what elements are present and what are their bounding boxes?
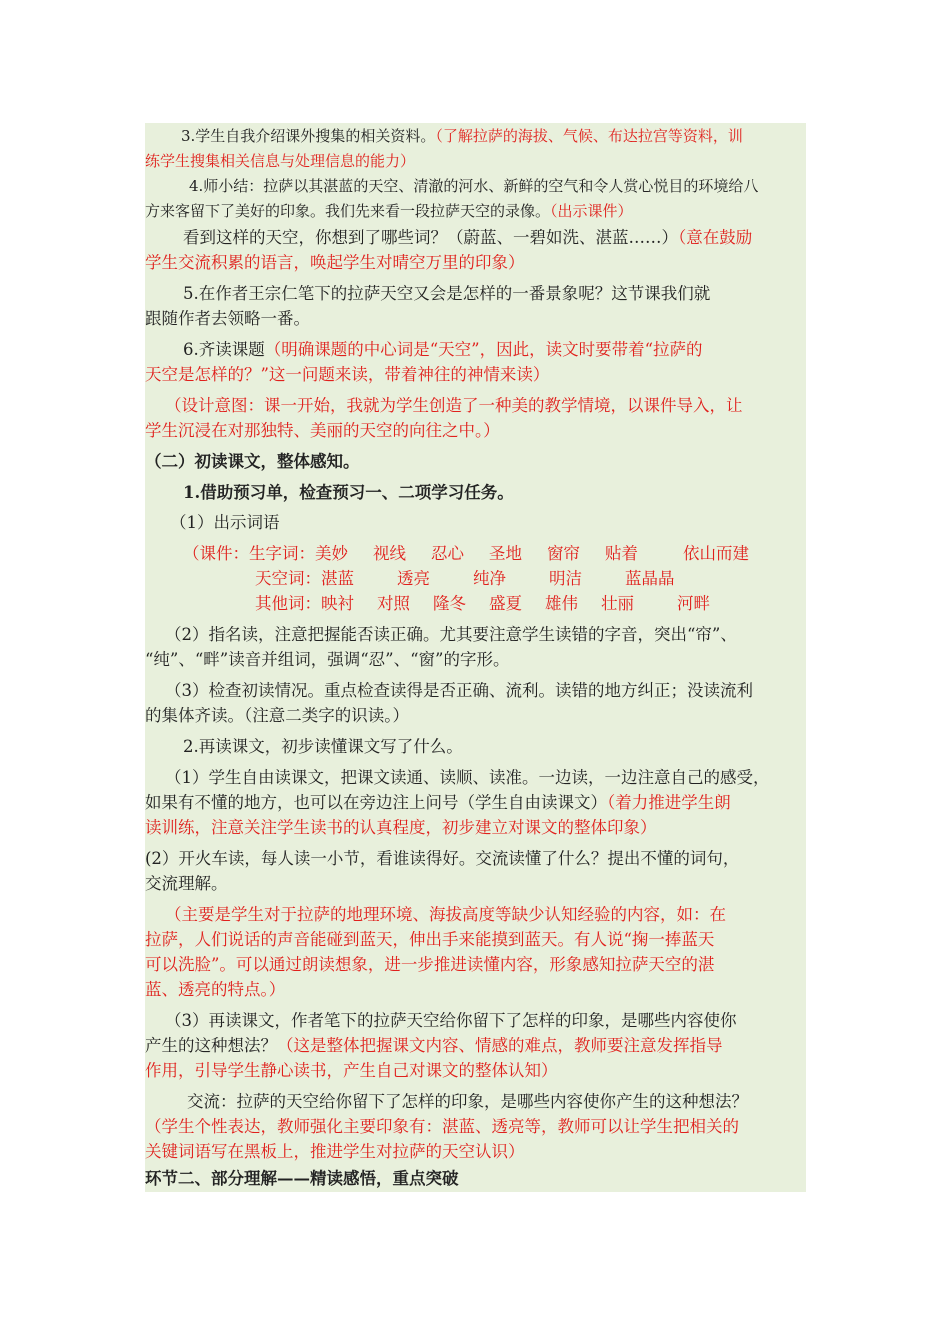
item-6: 6.齐读课题（明确课题的中心词是“天空”，因此，读文时要带着“拉萨的	[183, 340, 703, 359]
item-6-note: 天空是怎样的？”这一问题来读，带着神往的神情来读）	[145, 365, 550, 384]
sub-item-2-line2: “纯”、“畔”读音并组词，强调“忍”、“窗”的字形。	[145, 650, 510, 669]
read-3-line2: 产生的这种想法？（这是整体把握课文内容、情感的难点，教师要注意发挥指导	[145, 1036, 723, 1055]
main-note-line1: （主要是学生对于拉萨的地理环境、海拔高度等缺少认知经验的内容，如：在	[165, 905, 726, 924]
exchange-note-line2: 关键词语写在黑板上，推进学生对拉萨的天空认识）	[145, 1142, 525, 1161]
main-note-line3: 可以洗脸”。可以通过朗读想象，进一步推进读懂内容，形象感知拉萨天空的湛	[145, 955, 715, 974]
sub-item-2-line1: （2）指名读，注意把握能否读正确。尤其要注意学生读错的字音，突出“帘”、	[165, 625, 737, 644]
item-4-line1: 4.师小结：拉萨以其湛蓝的天空、清澈的河水、新鲜的空气和令人赏心悦目的环境给八	[189, 177, 759, 195]
task-1: 1.借助预习单，检查预习一、二项学习任务。	[183, 483, 514, 502]
word: 圣地	[489, 544, 522, 563]
word: 美妙	[315, 544, 348, 563]
word: 湛蓝	[321, 569, 354, 588]
word: 贴着	[605, 544, 638, 563]
word: 雄伟	[545, 594, 578, 613]
sky-note: 学生交流积累的语言，唤起学生对晴空万里的印象）	[145, 253, 525, 272]
read-3-line1: （3）再读课文，作者笔下的拉萨天空给你留下了怎样的印象，是哪些内容使你	[165, 1011, 737, 1030]
word: 对照	[377, 594, 410, 613]
read-1-note: 读训练，注意关注学生读书的认真程度，初步建立对课文的整体印象）	[145, 818, 657, 837]
sub-item-3-line1: （3）检查初读情况。重点检查读得是否正确、流利。读错的地方纠正；没读流利	[165, 681, 753, 700]
word: 蓝晶晶	[625, 569, 675, 588]
word: 透亮	[397, 569, 430, 588]
word-row-2: 天空词：湛蓝 透亮 纯净 明洁 蓝晶晶	[255, 566, 919, 591]
word: 视线	[373, 544, 406, 563]
main-note-line4: 蓝、透亮的特点。）	[145, 980, 286, 999]
read-3-note: 作用，引导学生静心读书，产生自己对课文的整体认知）	[145, 1061, 558, 1080]
note: （了解拉萨的海拔、气候、布达拉宫等资料，训	[435, 127, 743, 145]
word: 盛夏	[489, 594, 522, 613]
word: 忍心	[431, 544, 464, 563]
sky-question: 看到这样的天空，你想到了哪些词？（蔚蓝、一碧如洗、湛蓝……）（意在鼓励	[183, 228, 753, 247]
word: 纯净	[473, 569, 506, 588]
read-1-line2: 如果有不懂的地方，也可以在旁边注上问号（学生自由读课文）（着力推进学生朗	[145, 793, 731, 812]
read-2-line2: 交流理解。	[145, 874, 228, 893]
word: 壮丽	[601, 594, 634, 613]
read-1-line1: （1）学生自由读课文，把课文读通、读顺、读准。一边读，一边注意自己的感受，	[165, 768, 770, 787]
main-note-line2: 拉萨，人们说话的声音能碰到蓝天，伸出手来能摸到蓝天。有人说“掬一捧蓝天	[145, 930, 715, 949]
design-intent-line1: （设计意图：课一开始，我就为学生创造了一种美的教学情境，以课件导入，让	[165, 396, 743, 415]
exchange-line1: 交流：拉萨的天空给你留下了怎样的印象，是哪些内容使你产生的这种想法？	[187, 1092, 748, 1111]
sub-item-1: （1）出示词语	[170, 513, 280, 532]
design-intent-line2: 学生沉浸在对那独特、美丽的天空的向往之中。）	[145, 421, 500, 440]
stage-heading: 环节二、部分理解——精读感悟，重点突破	[145, 1169, 459, 1188]
item-5-line1: 5.在作者王宗仁笔下的拉萨天空又会是怎样的一番景象呢？这节课我们就	[183, 284, 711, 303]
exchange-note-line1: （学生个性表达，教师强化主要印象有：湛蓝、透亮等，教师可以让学生把相关的	[145, 1117, 739, 1136]
word-row-3: 其他词：映衬 对照 隆冬 盛夏 雄伟 壮丽 河畔	[255, 591, 919, 616]
word-row-1: （课件：生字词：美妙 视线 忍心 圣地 窗帘 贴着 依山而建	[183, 541, 847, 566]
sub-item-3-line2: 的集体齐读。（注意二类字的识读。）	[145, 706, 409, 725]
word: 依山而建	[683, 544, 749, 563]
item-4-line2: 方来客留下了美好的印象。我们先来看一段拉萨天空的录像。（出示课件）	[145, 202, 633, 220]
word: 隆冬	[433, 594, 466, 613]
note-line: 练学生搜集相关信息与处理信息的能力）	[145, 152, 416, 170]
item-3: 3.学生自我介绍课外搜集的相关资料。（了解拉萨的海拔、气候、布达拉宫等资料，训	[181, 127, 743, 145]
word: 窗帘	[547, 544, 580, 563]
word: 明洁	[549, 569, 582, 588]
read-2-line1: (2）开火车读，每人读一小节，看谁读得好。交流读懂了什么？提出不懂的词句，	[145, 849, 740, 868]
word: 河畔	[677, 594, 710, 613]
item-5-line2: 跟随作者去领略一番。	[145, 309, 310, 328]
word: 映衬	[321, 594, 354, 613]
task-2: 2.再读课文，初步读懂课文写了什么。	[183, 737, 463, 756]
section-heading: （二）初读课文，整体感知。	[145, 452, 360, 471]
